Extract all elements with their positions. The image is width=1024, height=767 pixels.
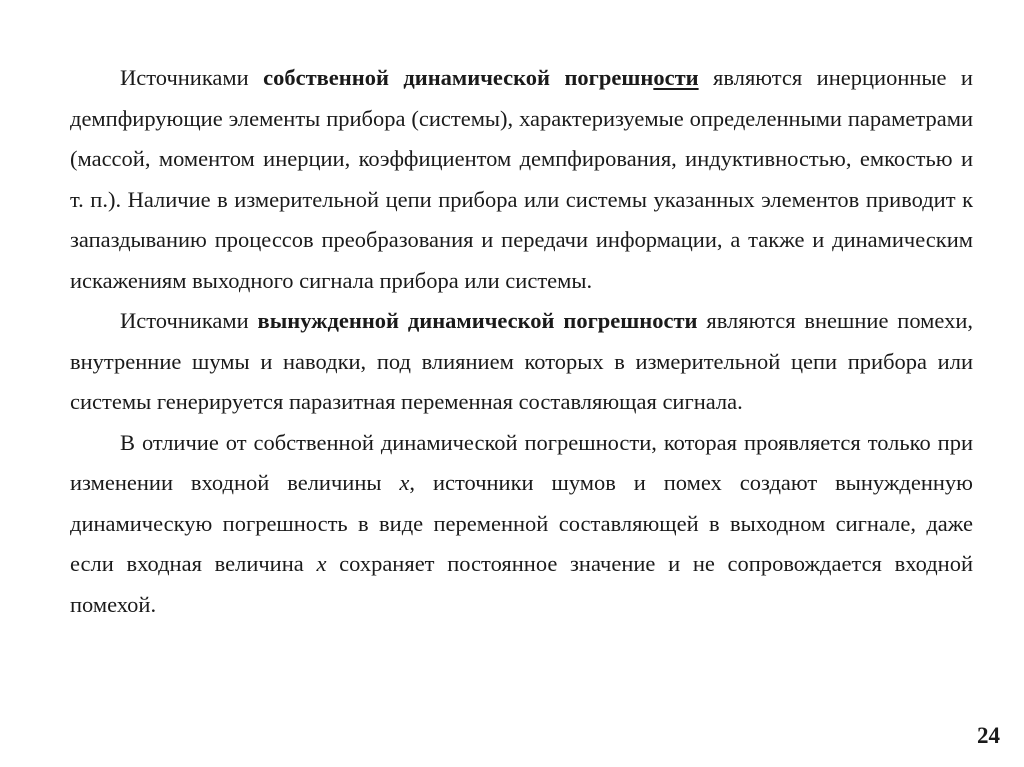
paragraph-2-body: являются внешние помехи, внутренние шумы и наводки, под влиянием которых в измерительной цепи прибора или системы генерируется паразитная переменная составляющая сигнала.	[70, 308, 973, 414]
paragraph-1	[70, 58, 973, 301]
paragraph-3	[70, 423, 973, 626]
paragraph-2	[70, 301, 973, 423]
variable-x-2: x	[316, 551, 327, 576]
paragraph-3-part-a: В отличие от собственной динамической погрешности, которая проявляется только при изменении входной величины	[70, 429, 973, 495]
paragraph-3-part-c: сохраняет постоянное значение и не сопровождается входной помехой.	[70, 551, 973, 617]
paragraph-3-part-b: , источники шумов и помех создают вынужденную динамическую погрешность в виде переменной составляющей в выходном сигнале, даже если входная величина	[70, 470, 973, 576]
term-intrinsic-dynamic-error-underlined: ости	[653, 65, 699, 90]
paragraph-1-intro: Источниками	[120, 65, 264, 90]
term-intrinsic-dynamic-error: собственной динамической погрешн	[263, 65, 654, 90]
term-forced-dynamic-error: вынужденной динамической погрешности	[257, 308, 698, 333]
page-body	[70, 58, 973, 625]
paragraph-2-intro: Источниками	[120, 308, 258, 333]
paragraph-1-body: являются инерционные и демпфирующие элементы прибора (системы), характеризуемые определенными параметрами (массой, моментом инерции, коэффициентом демпфирования, индуктивностью, емкостью и т. п.). Наличие в измерительной цепи прибора или системы указанных элементов приводит к запаздыванию процессов преобразования и передачи информации, а также и динамическим искажениям выходного сигнала прибора или системы.	[70, 65, 973, 293]
variable-x-1: x	[399, 470, 410, 495]
page-number: 24	[977, 723, 1000, 748]
